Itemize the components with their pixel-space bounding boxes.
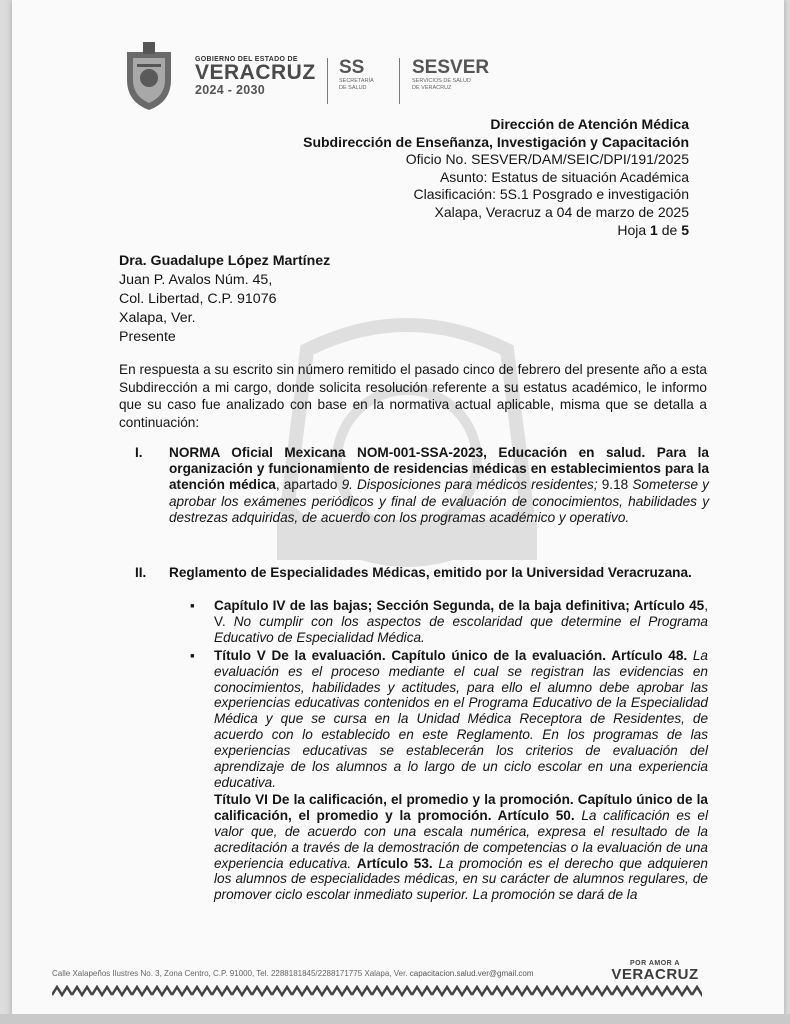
regulation-bullets: [182, 598, 708, 903]
gov-period: 2024 - 2030: [195, 83, 266, 97]
sesver-logo: [412, 58, 489, 92]
bullet-text: , V.: [214, 598, 708, 629]
footer-brand-logo: [610, 960, 700, 982]
continuation-paragraph: [182, 792, 708, 903]
ss-subtitle-1: SECRETARÍA: [339, 78, 374, 84]
bullet-item: [182, 648, 708, 791]
ss-subtitle-2: DE SALUD: [339, 85, 367, 91]
item-numeral: I.: [135, 445, 143, 460]
page-number: 1: [650, 221, 658, 238]
item-text: 9.18: [597, 477, 633, 493]
document-page: [12, 0, 784, 1016]
bullet-icon: ▪: [190, 598, 195, 613]
ss-logo: [339, 58, 374, 92]
paragraph-quote: La promoción es el derecho que adquieren los alumnos de especialidades médicas, en su carácter de alumnos regulares, de promover ciclo escolar inmediato superior. La promoción se dará de la: [214, 855, 708, 903]
subject-line: Asunto: Estatus de situación Académica: [439, 168, 689, 185]
classification-line: Clasificación: 5S.1 Posgrado e investigación: [413, 186, 689, 203]
item-quote: 9. Disposiciones para médicos residentes;: [341, 477, 598, 493]
sesver-subtitle-1: SERVICIOS DE SALUD: [412, 78, 471, 84]
page-label: Hoja: [617, 221, 651, 238]
addressee-salutation: Presente: [119, 329, 176, 345]
page-total: 5: [681, 221, 689, 238]
footer-brand-name: VERACRUZ: [611, 966, 699, 983]
paragraph-title: Título VI De la calificación, el promedio y la promoción. Capítulo único de la calificación, el promedio y la promoción. Artículo 50.: [214, 791, 708, 823]
paragraph-quote: La calificación es el valor que, de acuerdo con una escala numérica, expresa el resultado de la acreditación a través de la demostración de competencias o la evaluación de una experiencia educativa.: [214, 807, 708, 871]
addressee-colony: Col. Libertad, C.P. 91076: [119, 291, 277, 307]
bullet-quote: No cumplir con los aspectos de escolaridad que determine el Programa Educativo de Especialidad Médica.: [214, 613, 708, 645]
gov-label: GOBIERNO DEL ESTADO DE: [195, 56, 298, 63]
header-divider: [327, 58, 328, 104]
addressee-block: [119, 252, 330, 347]
next-page-edge: [0, 1014, 790, 1024]
paragraph-title: Artículo 53.: [356, 855, 433, 871]
office-number: Oficio No. SESVER/DAM/SEIC/DPI/191/2025: [405, 151, 689, 168]
bullet-quote: La evaluación es el proceso mediante el cual se registran las evidencias en conocimientos, habilidades y actitudes, para ello el alumno debe aprobar las experiencias educativas contenidos en el Programa Educativo de la Especialidad Médica y que se cursa en la Unidad Médica Receptora de Residentes, de acuerdo con lo establecido en este Reglamento. En los programas de las experiencias educativas se establecerán los criterios de evaluación del aprendizaje de los alumnos a lo largo de un ciclo escolar en una experiencia educativa.: [214, 647, 708, 790]
gov-state-name: VERACRUZ: [195, 61, 316, 84]
office-reference-block: [189, 116, 689, 239]
bullet-title: Título V De la evaluación. Capítulo único de la evaluación. Artículo 48.: [214, 647, 688, 663]
item-title: Reglamento de Especialidades Médicas, emitido por la Universidad Veracruzana.: [169, 565, 692, 580]
item-text: , apartado: [275, 477, 342, 493]
bullet-item: [182, 598, 708, 646]
veracruz-coat-of-arms-icon: [119, 40, 179, 112]
footer-brand-tagline: POR AMOR A: [630, 960, 680, 967]
item-quote: Someterse y aprobar los exámenes periódicos y final de evaluación de conocimientos, habilidades y destrezas adquiridas, de acuerdo con los programas académico y operativo.: [169, 477, 709, 525]
footer-address: Calle Xalapeños Ilustres No. 3, Zona Centro, C.P. 91000, Tel. 2288181845/2288171775 Xalapa, Ver.: [52, 969, 408, 978]
bullet-icon: ▪: [190, 647, 195, 663]
letterhead: [107, 40, 527, 112]
addressee-name: Dra. Guadalupe López Martínez: [119, 253, 331, 269]
subdepartment-name: Subdirección de Enseñanza, Investigación y Capacitación: [303, 133, 689, 150]
page-counter: [189, 222, 689, 240]
date-line: Xalapa, Veracruz a 04 de marzo de 2025: [434, 203, 689, 220]
sesver-subtitle-2: DE VERACRUZ: [412, 85, 452, 91]
item-body: [169, 565, 709, 581]
sesver-logo-text: SESVER: [412, 57, 490, 78]
ss-logo-text: SS: [339, 57, 365, 78]
item-numeral: II.: [135, 565, 147, 580]
decorative-border-pattern: [52, 985, 702, 997]
addressee-street: Juan P. Avalos Núm. 45,: [119, 272, 273, 288]
intro-paragraph: En respuesta a su escrito sin número remitido el pasado cinco de febrero del presente año a esta Subdirección a mi cargo, donde solicita resolución referente a su estatus académico, le informo que su caso fue analizado con base en la normativa actual aplicable, misma que se detalla a continuación:: [119, 362, 707, 430]
addressee-city: Xalapa, Ver.: [119, 310, 196, 326]
bullet-title: Capítulo IV de las bajas; Sección Segunda, de la baja definitiva; Artículo 45: [214, 598, 705, 613]
footer-email: capacitacion.salud.ver@gmail.com: [409, 969, 534, 978]
item-title: NORMA Oficial Mexicana NOM-001-SSA-2023, Educación en salud. Para la organización y funcionamiento de residencias médicas en establecimientos para la atención médica: [169, 445, 709, 493]
page-of-label: de: [657, 221, 682, 238]
government-logo-text: [195, 56, 316, 97]
header-divider: [399, 58, 400, 104]
department-name: Dirección de Atención Médica: [490, 116, 689, 132]
item-body: [169, 445, 709, 526]
